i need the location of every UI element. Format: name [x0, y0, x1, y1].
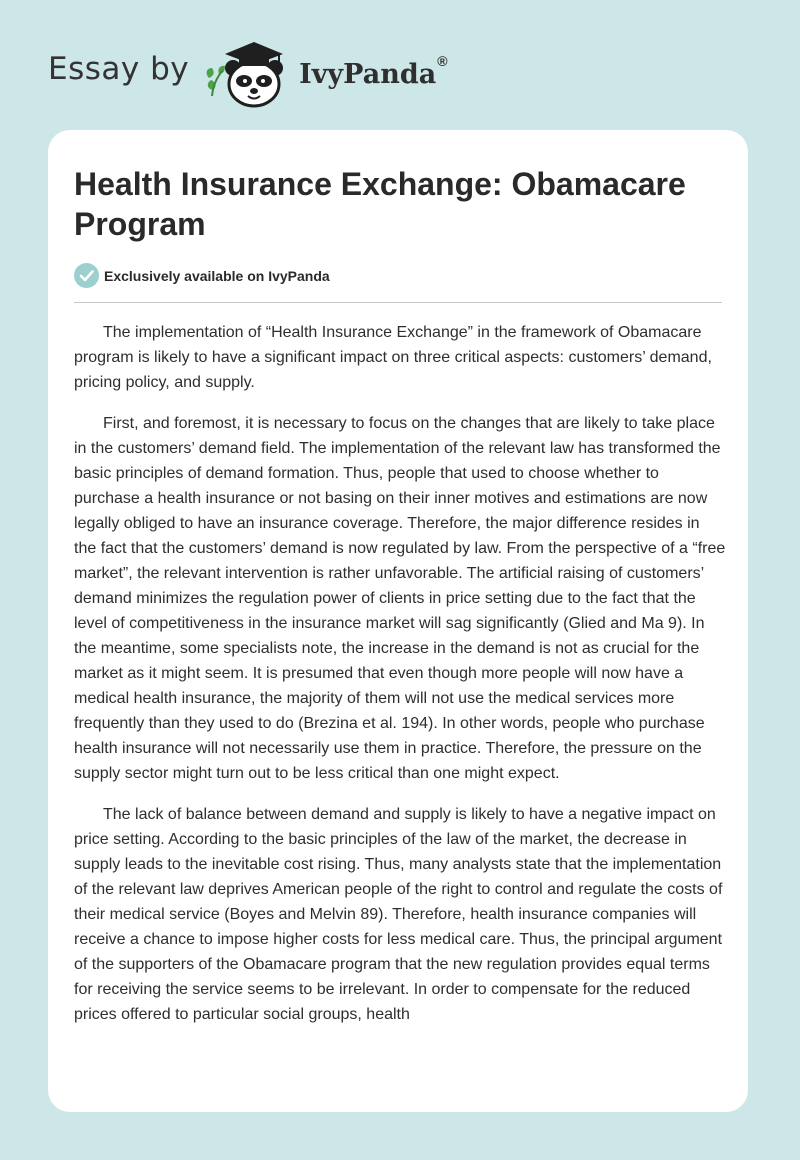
essay-by-label: Essay by — [48, 51, 190, 87]
exclusive-badge — [74, 263, 330, 288]
checkmark-circle-icon — [74, 263, 99, 288]
essay-body — [74, 320, 726, 1043]
page-title: Health Insurance Exchange: Obamacare Program — [74, 166, 686, 242]
exclusive-badge-label: Exclusively available on IvyPanda — [104, 267, 330, 284]
paragraph: The implementation of “Health Insurance Exchange” in the framework of Obamacare program is likely to have a significant impact on three critical aspects: customers’ demand, pricing policy, and supply. — [74, 324, 712, 391]
panda-graduate-logo-icon — [203, 34, 295, 110]
paragraph: The lack of balance between demand and supply is likely to have a negative impact on price setting. According to the basic principles of the law of the market, the decrease in supply leads to the inevitable cost rising. Thus, many analysts state that the implementation of the relevant law deprives American people of the right to control and regulate the costs of their medical service (Boyes and Melvin 89). Therefore, health insurance companies will receive a chance to impose higher costs for less medical care. Thus, the principal argument of the supporters of the Obamacare program that the new regulation provides equal terms for receiving the service seems to be irrelevant. In order to compensate for the reduced prices offered to particular social groups, health — [74, 806, 723, 1023]
title-divider — [74, 302, 722, 303]
brand-name: IvyPanda® — [299, 52, 448, 90]
essay-card — [48, 130, 748, 1112]
paragraph: First, and foremost, it is necessary to focus on the changes that are likely to take place in the customers’ demand field. The implementation of the relevant law has transformed the basic principles of demand formation. Thus, people that used to choose whether to purchase a health insurance or not basing on their inner motives and estimations are now legally obliged to have an insurance coverage. Therefore, the major difference resides in the fact that the customers’ demand is now regulated by law. From the perspective of a “free market”, the relevant intervention is rather unfavorable. The artificial raising of customers’ demand minimizes the regulation power of clients in price setting due to the fact that the level of competitiveness in the insurance market will sag significantly (Glied and Ma 9). In the meantime, some specialists note, the increase in the demand is not as crucial for the market as it might seem. It is presumed that even though more people will now have a medical health insurance, the majority of them will not use the medical services more frequently than they used to do (Brezina et al. 194). In other words, people who purchase health insurance will not necessarily use them in practice. Therefore, the pressure on the supply sector might turn out to be less critical than one might expect. — [74, 415, 726, 782]
registered-mark: ® — [437, 52, 448, 69]
site-header-brand[interactable] — [48, 34, 448, 110]
